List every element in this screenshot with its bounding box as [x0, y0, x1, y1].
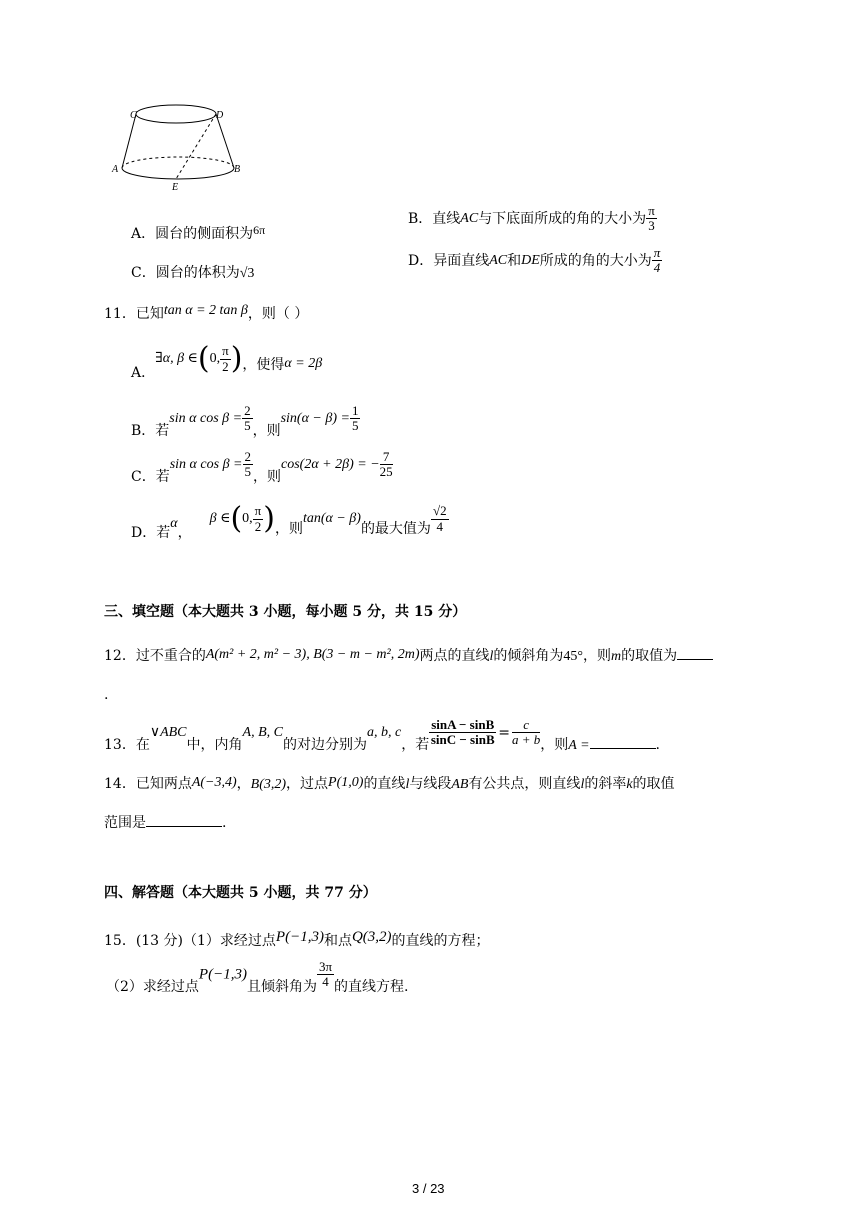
q11-stem: 11．已知tan α = 2 tan β，则（ ）	[104, 303, 309, 322]
q11-option-b: B．若sin α cos β = $\frac{2}{5}$ ，则sin(α − β) = $\frac{1}{5}$	[131, 403, 359, 439]
label-B: B	[234, 164, 241, 175]
q12-line: 12．过不重合的A(m² + 2, m² − 3), B(3 − m − m², 2m)两点的直线l的倾斜角为45°，则m的取值为	[104, 648, 713, 664]
label-D: D	[216, 110, 224, 121]
section3-title: 三、填空题（本大题共 3 小题，每小题 5 分，共 15 分）	[104, 604, 467, 620]
q12-period: .	[104, 687, 109, 703]
q11-option-a: A．∃α, β ∈(0, $\frac{\pi}{2}$ )，使得α = 2β	[131, 341, 323, 381]
q15-line1: 15．(13 分)（1）求经过点P(−1,3)和点Q(3,2)的直线的方程；	[104, 929, 490, 949]
q14-line2: 范围是 .	[104, 815, 227, 831]
label-E: E	[172, 182, 179, 192]
q10-option-b: B．直线AC与下底面所成的角的大小为 $\frac{\pi}{3}$	[408, 203, 655, 234]
label-A: A	[112, 164, 119, 175]
q13-line: 13．在∨ABC中，内角A, B, C的对边分别为a, b, c，若 $\frac{\sin A - \sin B}{\sin C - \sin B}$ = $\frac{c}{a + b}$ ，则A = .	[104, 717, 660, 753]
q11-option-c: C．若sin α cos β = $\frac{2}{5}$ ，则cos(2α + 2β) = − $\frac{7}{25}$	[131, 449, 393, 485]
q10-option-d: D．异面直线AC和DE所成的角的大小为 $\frac{\pi}{4}$	[408, 245, 661, 276]
label-C: C	[130, 110, 137, 121]
q11-option-d: D．若α，β ∈(0, $\frac{\pi}{2}$ )，则tan(α − β)的最大值为 $\frac{√2}{4}$	[131, 501, 447, 541]
section4-title: 四、解答题（本大题共 5 小题，共 77 分）	[104, 885, 377, 901]
q10-option-a: A．圆台的侧面积为6π	[131, 223, 266, 242]
frustum-figure	[108, 100, 248, 192]
page-number: 3 / 23	[412, 1181, 445, 1196]
q10-option-c: C．圆台的体积为√3	[131, 265, 255, 281]
q15-line2: （2）求经过点P(−1,3)且倾斜角为 $\frac{3\pi}{4}$ 的直线方程.	[106, 959, 409, 995]
q14-line1: 14．已知两点A(−3,4)，B(3,2)，过点P(1,0)的直线l与线段AB有公共点，则直线l的斜率k的取值	[104, 775, 675, 792]
